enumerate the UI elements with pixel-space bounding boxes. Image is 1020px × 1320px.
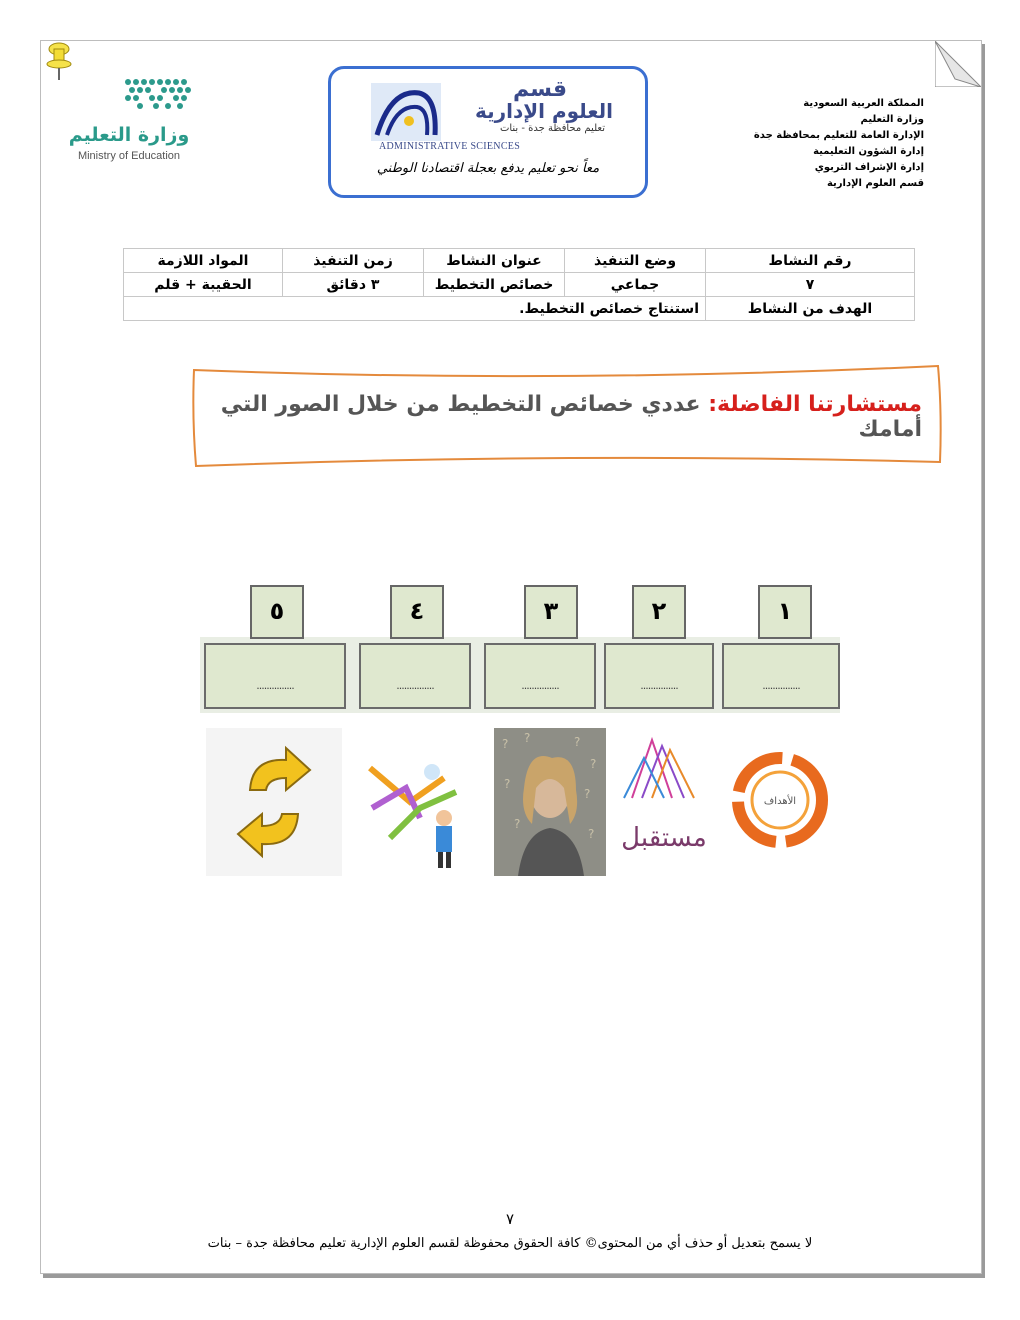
header-line: قسم العلوم الإدارية (826, 178, 924, 189)
goal-label: الهدف من النشاط (706, 297, 915, 321)
department-slogan: معاً نحو تعليم يدفع بعجلة اقتصادنا الوطني (376, 161, 600, 176)
table-header-cell: المواد اللازمة (124, 249, 283, 273)
answer-box-5[interactable]: ............... (204, 643, 346, 709)
svg-text:?: ? (524, 731, 531, 745)
number-box-2: ٢ (632, 585, 686, 639)
number-box-1: ١ (758, 585, 812, 639)
department-logo-subtitle: تعليم محافظة جدة - بنات (499, 123, 605, 134)
instruction-body: عددي خصائص التخطيط من خلال الصور التي أمامك (220, 392, 922, 442)
copyright-footer: لا يسمح بتعديل أو حذف أي من المحتوى© كافة الحقوق محفوظة لقسم العلوم الإدارية تعليم محافظة جدة – بنات (207, 1236, 813, 1251)
number-box-3: ٣ (524, 585, 578, 639)
answer-box-4[interactable]: ............... (359, 643, 471, 709)
ministry-name-english: Ministry of Education (77, 150, 181, 162)
table-cell: جماعي (565, 273, 706, 297)
header-line: المملكة العربية السعودية (803, 98, 924, 109)
table-cell: الحقيبة + قلم (124, 273, 283, 297)
department-logo-english: ADMINISTRATIVE SCIENCES (379, 141, 521, 152)
goal-value: استنتاج خصائص التخطيط. (124, 297, 706, 321)
table-cell: ٣ دقائق (283, 273, 424, 297)
future-label: مستقبل (621, 823, 707, 853)
future-image (612, 728, 716, 876)
number-box-5: ٥ (250, 585, 304, 639)
arrows-person-image (360, 728, 472, 876)
department-emblem-icon (371, 83, 441, 141)
activity-info-table (123, 248, 915, 321)
circular-arrows-image (206, 728, 342, 876)
svg-text:?: ? (502, 737, 509, 751)
svg-text:?: ? (584, 787, 591, 801)
instruction-text (200, 392, 922, 442)
department-logo (328, 66, 648, 198)
ministry-name-arabic: وزارة التعليم (68, 124, 190, 146)
svg-text:?: ? (590, 757, 597, 771)
table-row (124, 297, 915, 321)
answer-box-3[interactable]: ............... (484, 643, 596, 709)
svg-text:?: ? (588, 827, 595, 841)
table-cell: ٧ (706, 273, 915, 297)
svg-text:?: ? (504, 777, 511, 791)
thinking-woman-image (494, 728, 606, 876)
instruction-addressee: مستشارتنا الفاضلة: (708, 392, 922, 417)
header-right-text (754, 96, 924, 192)
department-logo-title-1: قسم (512, 77, 567, 102)
answer-box-2[interactable]: ............... (604, 643, 714, 709)
number-box-4: ٤ (390, 585, 444, 639)
svg-text:?: ? (514, 817, 521, 831)
table-header-cell: زمن التنفيذ (283, 249, 424, 273)
goals-cycle-image (720, 728, 840, 876)
table-row (124, 249, 915, 273)
goals-label: الأهداف (763, 796, 797, 807)
page-fold-corner (935, 41, 981, 87)
table-header-cell: عنوان النشاط (424, 249, 565, 273)
page-number: ٧ (505, 1210, 515, 1228)
header-line: إدارة الشؤون التعليمية (813, 146, 924, 157)
svg-text:?: ? (574, 735, 581, 749)
department-logo-title-2: العلوم الإدارية (475, 99, 613, 123)
header-line: وزارة التعليم (860, 114, 924, 125)
header-line: الإدارة العامة للتعليم بمحافظة جدة (753, 130, 924, 141)
table-header-cell: رقم النشاط (706, 249, 915, 273)
answer-box-1[interactable]: ............... (722, 643, 840, 709)
table-row (124, 273, 915, 297)
header-line: إدارة الإشراف التربوي (814, 162, 924, 173)
table-header-cell: وضع التنفيذ (565, 249, 706, 273)
table-cell: خصائص التخطيط (424, 273, 565, 297)
